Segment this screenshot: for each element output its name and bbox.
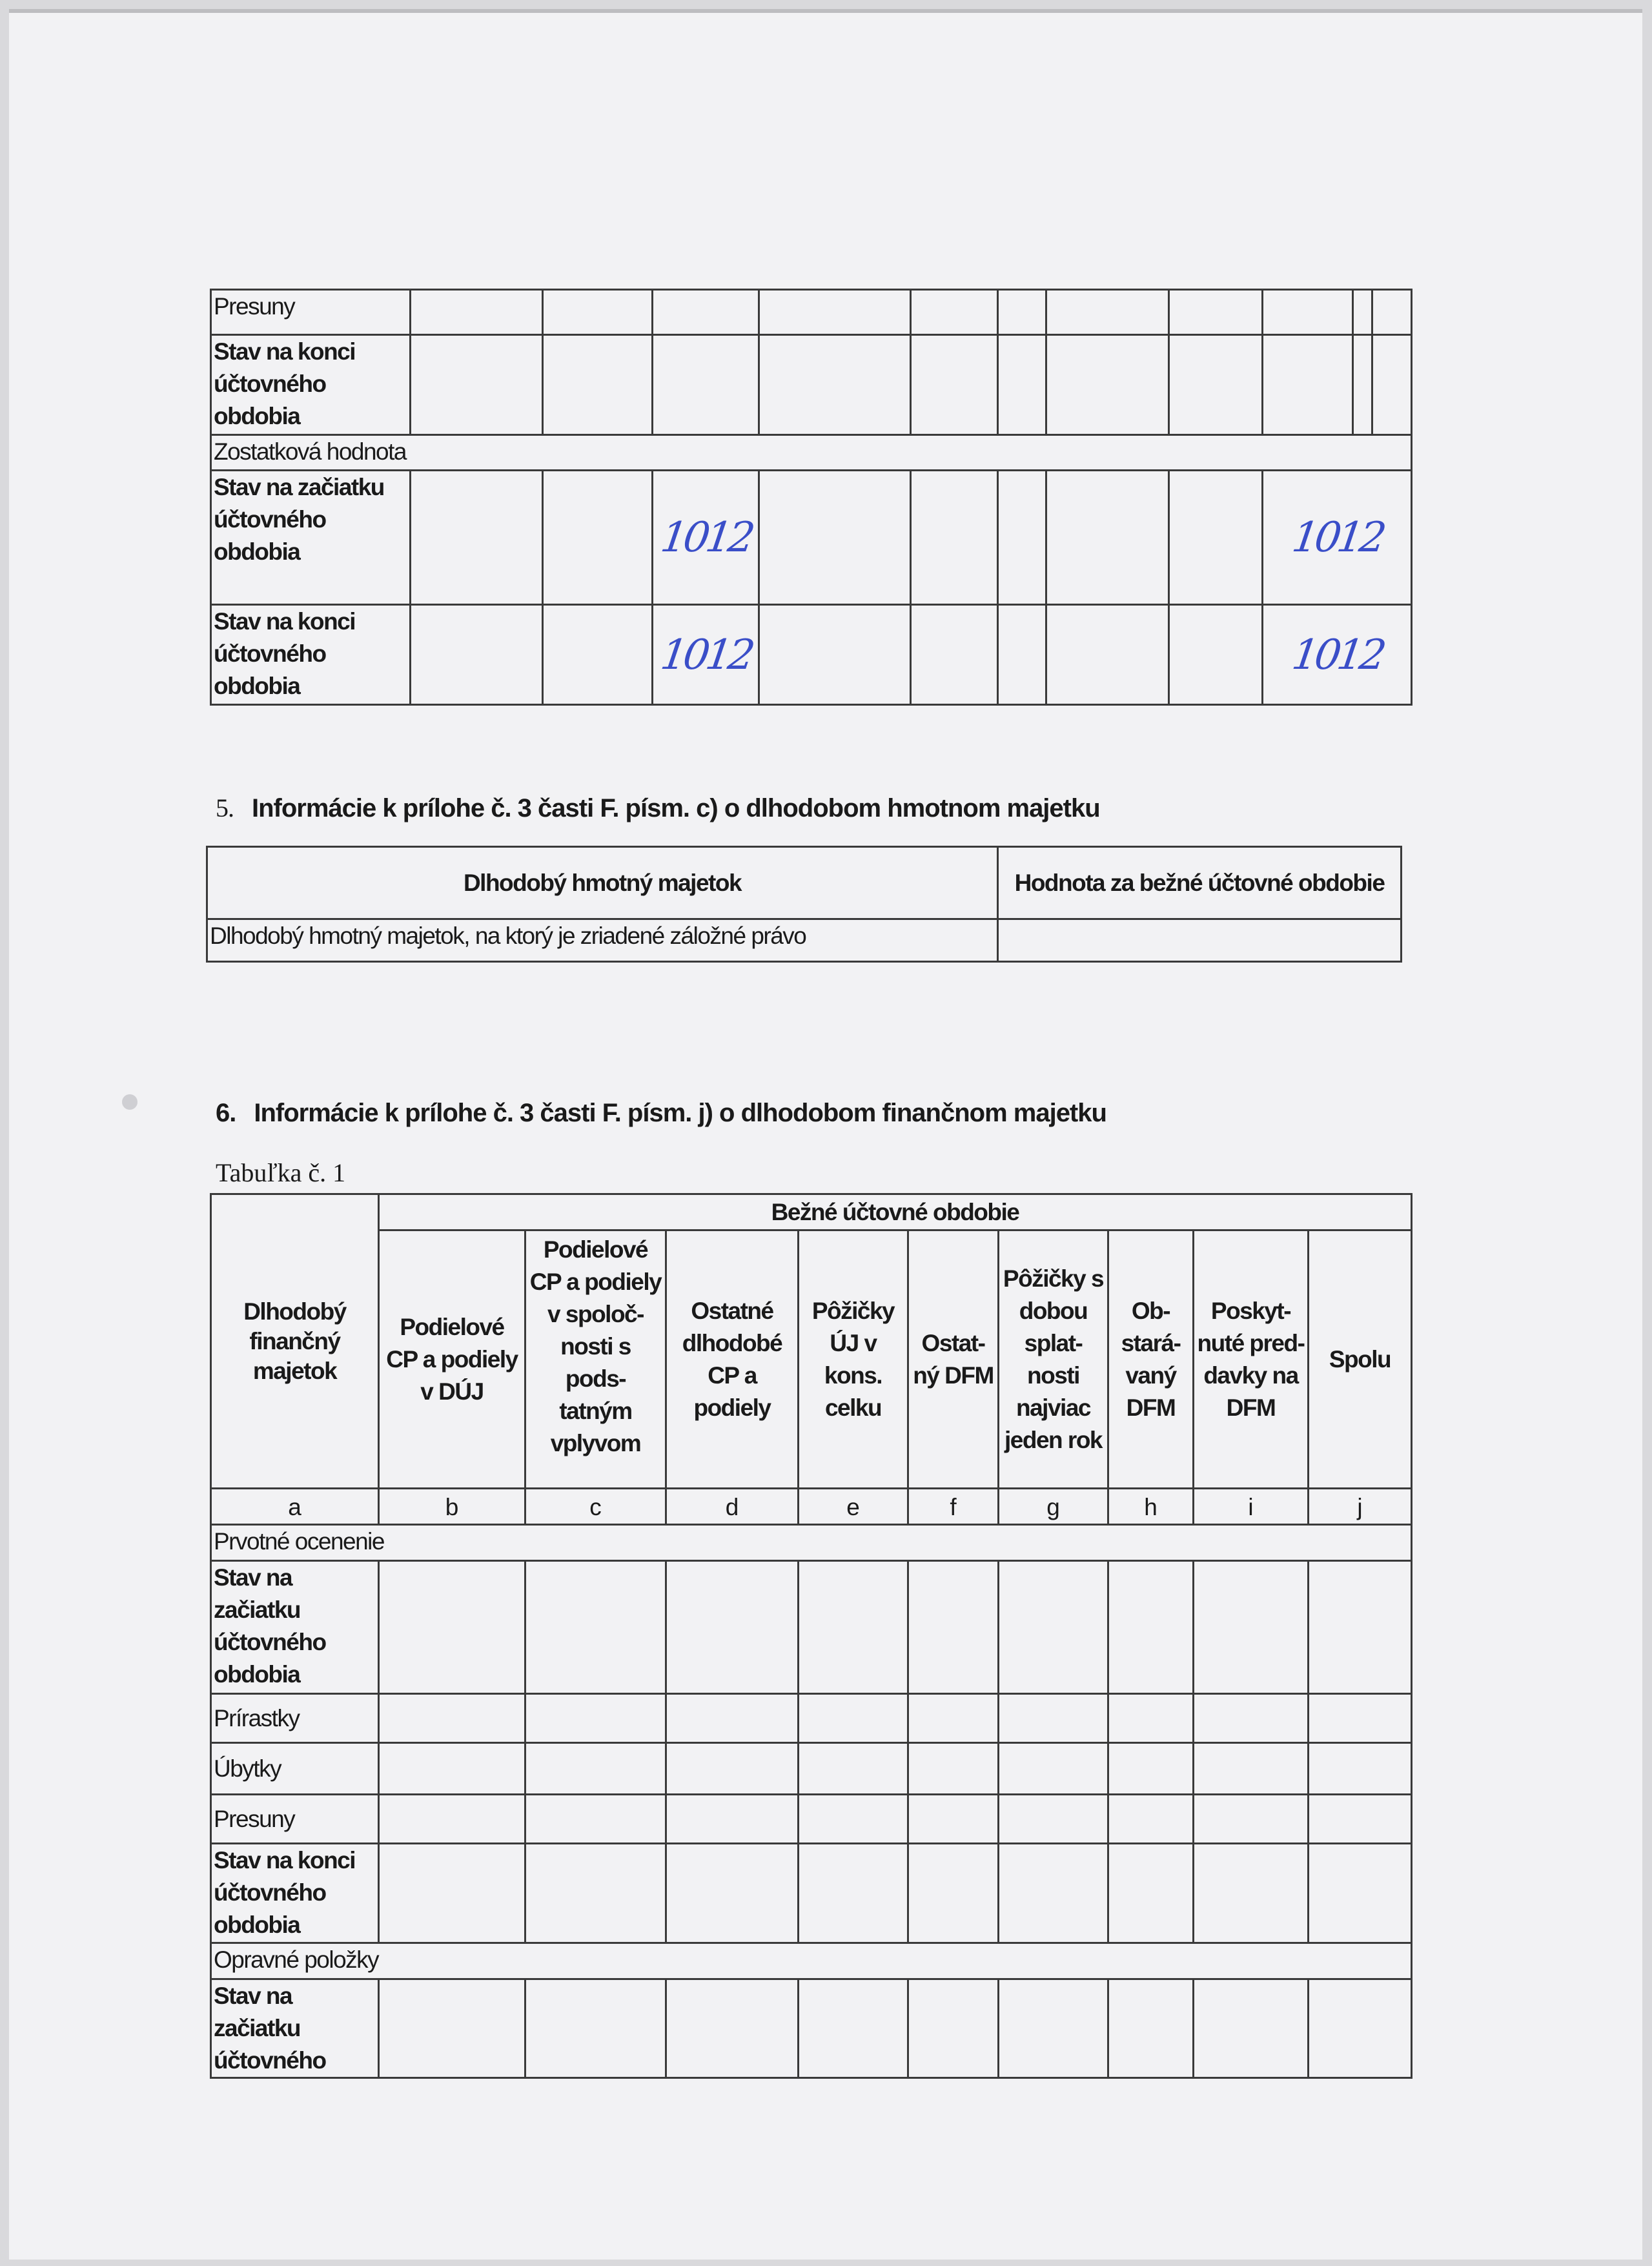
table-top-row [211,290,1412,335]
col-letter: d [666,1489,799,1525]
col-header: Podielové CP a podiely v spoloč- nosti s pods- tatným vplyvom [525,1230,666,1489]
document-page [9,9,1642,2260]
row-label: Úbytky [211,1743,379,1795]
section-number: 6. [216,1099,236,1127]
col-header: Pôžičky s dobou splat- nosti najviac jeden rok [999,1230,1108,1489]
row-label: Stav na konci účtovného obdobia [211,1844,379,1943]
handwritten-value: 1012 [1253,471,1421,605]
handwritten-value: 1012 [646,605,766,705]
table-top-row [211,605,1412,705]
table-top [210,289,1412,706]
col-letter: f [908,1489,999,1525]
table-caption: Tabuľka č. 1 [216,1158,346,1187]
col-letter: c [525,1489,666,1525]
col-letter: g [999,1489,1108,1525]
period-header: Bežné účtovné obdobie [379,1194,1412,1230]
row-label: Stav na konci účtovného obdobia [211,335,411,435]
section-label: Prvotné ocenenie [211,1525,1412,1561]
row-value [998,919,1402,962]
handwritten-value: 1012 [1256,605,1419,705]
section-5-heading [216,793,1100,823]
col-header-a: Dlhodobý finančný majetok [211,1194,379,1489]
row-label: Prírastky [211,1694,379,1743]
section-label: Zostatková hodnota [211,435,1412,471]
col-letter: b [379,1489,525,1525]
handwritten-value: 1012 [643,471,768,605]
row-label: Stav na začiatku účtovného obdobia [211,1561,379,1694]
section-title: Informácie k prílohe č. 3 časti F. písm. c) o dlhodobom hmotnom majetku [252,794,1100,822]
col-letter: e [799,1489,908,1525]
col-header: Ostat- ný DFM [908,1230,999,1489]
row-label: Presuny [211,1795,379,1844]
section-number: 5. [216,793,234,822]
row-label: Dlhodobý hmotný majetok, na ktorý je zriadené záložné právo [207,919,998,962]
table-top-row [211,335,1412,435]
section-6-heading [216,1099,1106,1128]
col-letter: a [211,1489,379,1525]
table-dlhodoby-financny-majetok [210,1193,1412,2079]
col-letter: i [1194,1489,1309,1525]
row-label: Stav na konci účtovného obdobia [211,605,411,705]
section-title: Informácie k prílohe č. 3 časti F. písm. j) o dlhodobom finančnom majetku [254,1099,1106,1127]
table-top-row [211,471,1412,605]
section-label: Opravné položky [211,1943,1412,1979]
col-header: Spolu [1309,1230,1412,1489]
col-header: Dlhodobý hmotný majetok [207,847,998,919]
col-header: Ostatné dlhodobé CP a podiely [666,1230,799,1489]
col-letter: j [1309,1489,1412,1525]
table-top-section-row [211,435,1412,471]
col-header: Hodnota za bežné účtovné obdobie [998,847,1402,919]
col-header: Podielové CP a podiely v DÚJ [379,1230,525,1489]
col-header: Ob- stará- vaný DFM [1108,1230,1194,1489]
col-letter: h [1108,1489,1194,1525]
col-header: Poskyt- nuté pred- davky na DFM [1194,1230,1309,1489]
punch-hole [122,1094,138,1110]
row-label: Stav na začiatku účtovného obdobia [211,471,411,605]
table-dlhodoby-hmotny-majetok [206,846,1402,963]
row-label: Presuny [211,290,411,335]
col-header: Pôžičky ÚJ v kons. celku [799,1230,908,1489]
row-label: Stav na začiatku účtovného [211,1979,379,2078]
